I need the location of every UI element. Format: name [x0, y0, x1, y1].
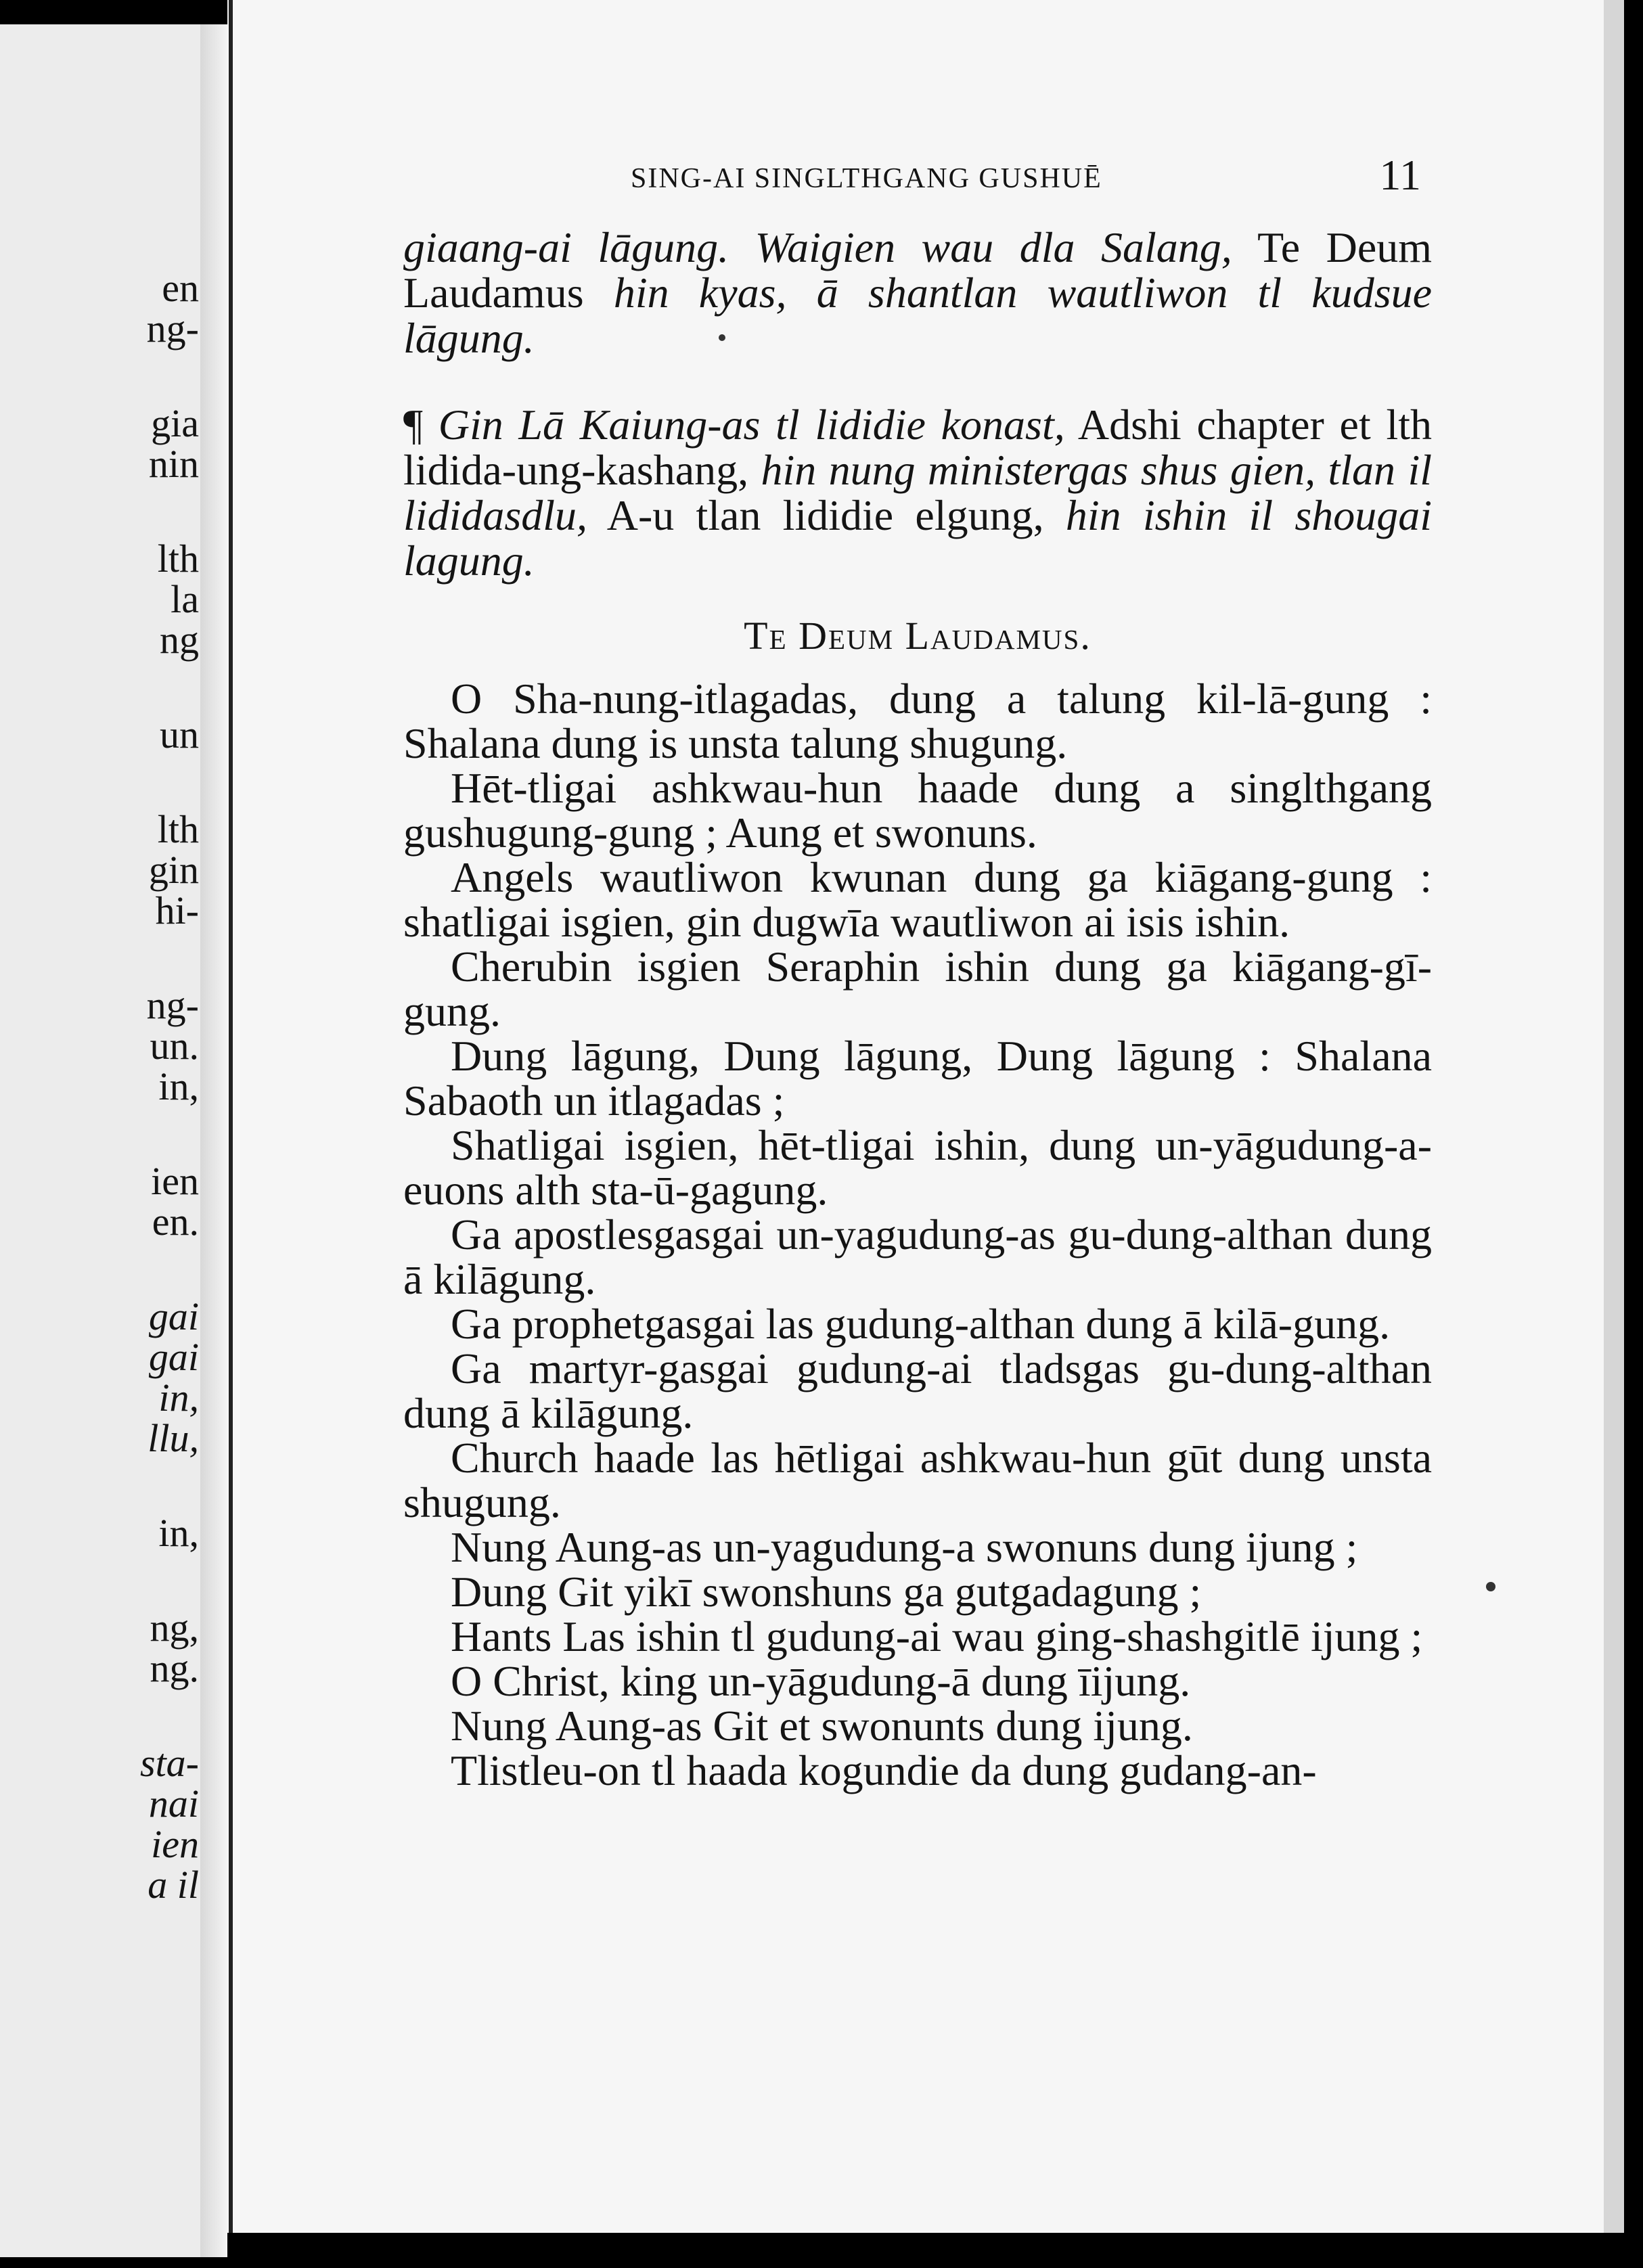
- print-speck: [719, 334, 725, 341]
- left-page-fragment: nin: [148, 442, 199, 486]
- hymn-verse: Hants Las ishin tl gudung-ai wau ging-shashgitlē ijung ;: [451, 1612, 1423, 1660]
- left-page-fragment: en.: [152, 1200, 199, 1244]
- left-page-fragment: gai: [148, 1294, 199, 1338]
- page-fold-shadow: [200, 24, 227, 2257]
- section-heading: Te Deum Laudamus.: [744, 614, 1091, 658]
- left-page-fragment: llu,: [148, 1416, 199, 1460]
- running-title: SING-AI SINGLTHGANG GUSHUĒ: [631, 163, 1102, 194]
- left-page-fragment: lth: [157, 807, 199, 851]
- hymn-verse: O Christ, king un-yāgudung-ā dung īijung.: [451, 1657, 1191, 1705]
- rubric-text-run: Te Deum Laudamus: [403, 223, 1433, 317]
- rubric-text-run: [729, 223, 755, 271]
- hymn-verse: Church haade las hētligai ashkwau-hun gūt dung unsta shugung.: [403, 1434, 1432, 1526]
- hymn-verse: Dung Git yikī swonshuns ga gutgadagung ;: [451, 1568, 1202, 1616]
- hymn-verse: Dung lāgung, Dung lāgung, Dung lāgung : Shalana Sabaoth un itlagadas ;: [403, 1032, 1432, 1125]
- left-page-fragment: un.: [150, 1024, 199, 1068]
- left-page-fragment: gin: [148, 848, 199, 892]
- rubric-text-run: Gin Lā Kaiung-as tl lididie konast,: [438, 401, 1065, 449]
- rubric-text-run: hin ishin il shougai lagung.: [403, 491, 1433, 585]
- hymn-verse: Ga apostlesgasgai un-yagudung-as gu-dung-althan dung ā kilāgung.: [403, 1210, 1432, 1303]
- rubric-paragraph-1: [403, 225, 1432, 361]
- left-page-fragment: ien: [151, 1822, 199, 1866]
- rubric-text-run: giaang-ai lāgung.: [403, 223, 729, 271]
- hymn-verse: Nung Aung-as un-yagudung-a swonuns dung ijung ;: [451, 1523, 1358, 1571]
- left-page-fragment: in,: [158, 1376, 199, 1420]
- hymn-verse: Cherubin isgien Seraphin ishin dung ga kiāgang-gī-gung.: [403, 943, 1432, 1035]
- rubric-text-run: Waigien wau dla Salang,: [755, 223, 1232, 271]
- hymn-verse: Shatligai isgien, hēt-tligai ishin, dung un-yāgudung-a-euons alth sta-ū-gagung.: [403, 1121, 1432, 1214]
- hymn-verse: Ga martyr-gasgai gudung-ai tladsgas gu-dung-althan dung ā kilāgung.: [403, 1344, 1432, 1437]
- left-page-fragments: [0, 24, 199, 2257]
- left-page-fragment: in,: [158, 1511, 199, 1555]
- left-page-fragment: un: [160, 712, 199, 756]
- left-page-fragment: ng: [160, 618, 199, 662]
- rubric-text-run: hin kyas, ā shantlan wautliwon tl kudsue lāgung.: [403, 269, 1433, 362]
- page-number: 11: [1379, 151, 1421, 199]
- left-page-fragment: ng,: [150, 1606, 199, 1650]
- left-page-fragment: lth: [157, 537, 199, 581]
- hymn-verse: Ga prophetgasgai las gudung-althan dung ā kilā-gung.: [451, 1300, 1391, 1348]
- left-page-fragment: nai: [148, 1782, 199, 1825]
- left-page-fragment: hi-: [155, 888, 199, 932]
- left-page-fragment: ien: [151, 1159, 199, 1203]
- left-page-fragment: in,: [158, 1064, 199, 1108]
- running-head: [403, 150, 1432, 204]
- rubric-paragraph-2: [403, 402, 1432, 583]
- left-page-fragment: gia: [151, 401, 199, 445]
- left-page-text: [0, 24, 203, 2257]
- left-page-fragment: ng-: [146, 307, 199, 350]
- rubric-text-run: ¶: [403, 401, 438, 449]
- rubric-text-run: A-u tlan lididie elgung,: [587, 491, 1066, 539]
- hymn-verse: O Sha-nung-itlagadas, dung a talung kil-lā-gung : Shalana dung is unsta talung shugung.: [403, 675, 1432, 767]
- hymn-verse: Tlistleu-on tl haada kogundie da dung gudang-an-: [451, 1746, 1317, 1794]
- rubric-text-run: hin nung ministergas shus gien, tlan il lididasdlu,: [403, 446, 1433, 539]
- left-page-fragment: en: [162, 266, 199, 310]
- left-page-fragment: gai: [148, 1335, 199, 1379]
- page-edge: [1604, 0, 1624, 2233]
- gutter-line: [229, 0, 233, 2233]
- print-speck: [1486, 1582, 1495, 1591]
- left-page-fragment: sta-: [140, 1741, 199, 1785]
- left-page-fragment: la: [171, 577, 199, 621]
- hymn-verse: Nung Aung-as Git et swonunts dung ijung.: [451, 1702, 1193, 1750]
- hymn-text: [403, 677, 1432, 1793]
- left-page-fragment: ng-: [146, 983, 199, 1027]
- rubric-text-run: Adshi chapter et lth lidida-ung-kashang,: [403, 401, 1433, 494]
- left-page-fragment: a il: [148, 1863, 199, 1907]
- left-page-fragment: ng.: [150, 1646, 199, 1690]
- hymn-verse: Angels wautliwon kwunan dung ga kiāgang-gung : shatligai isgien, gin dugwīa wautliwon ai isis ishin.: [403, 853, 1432, 946]
- hymn-verse: Hēt-tligai ashkwau-hun haade dung a singlthgang gushugung-gung ; Aung et swonuns.: [403, 764, 1432, 857]
